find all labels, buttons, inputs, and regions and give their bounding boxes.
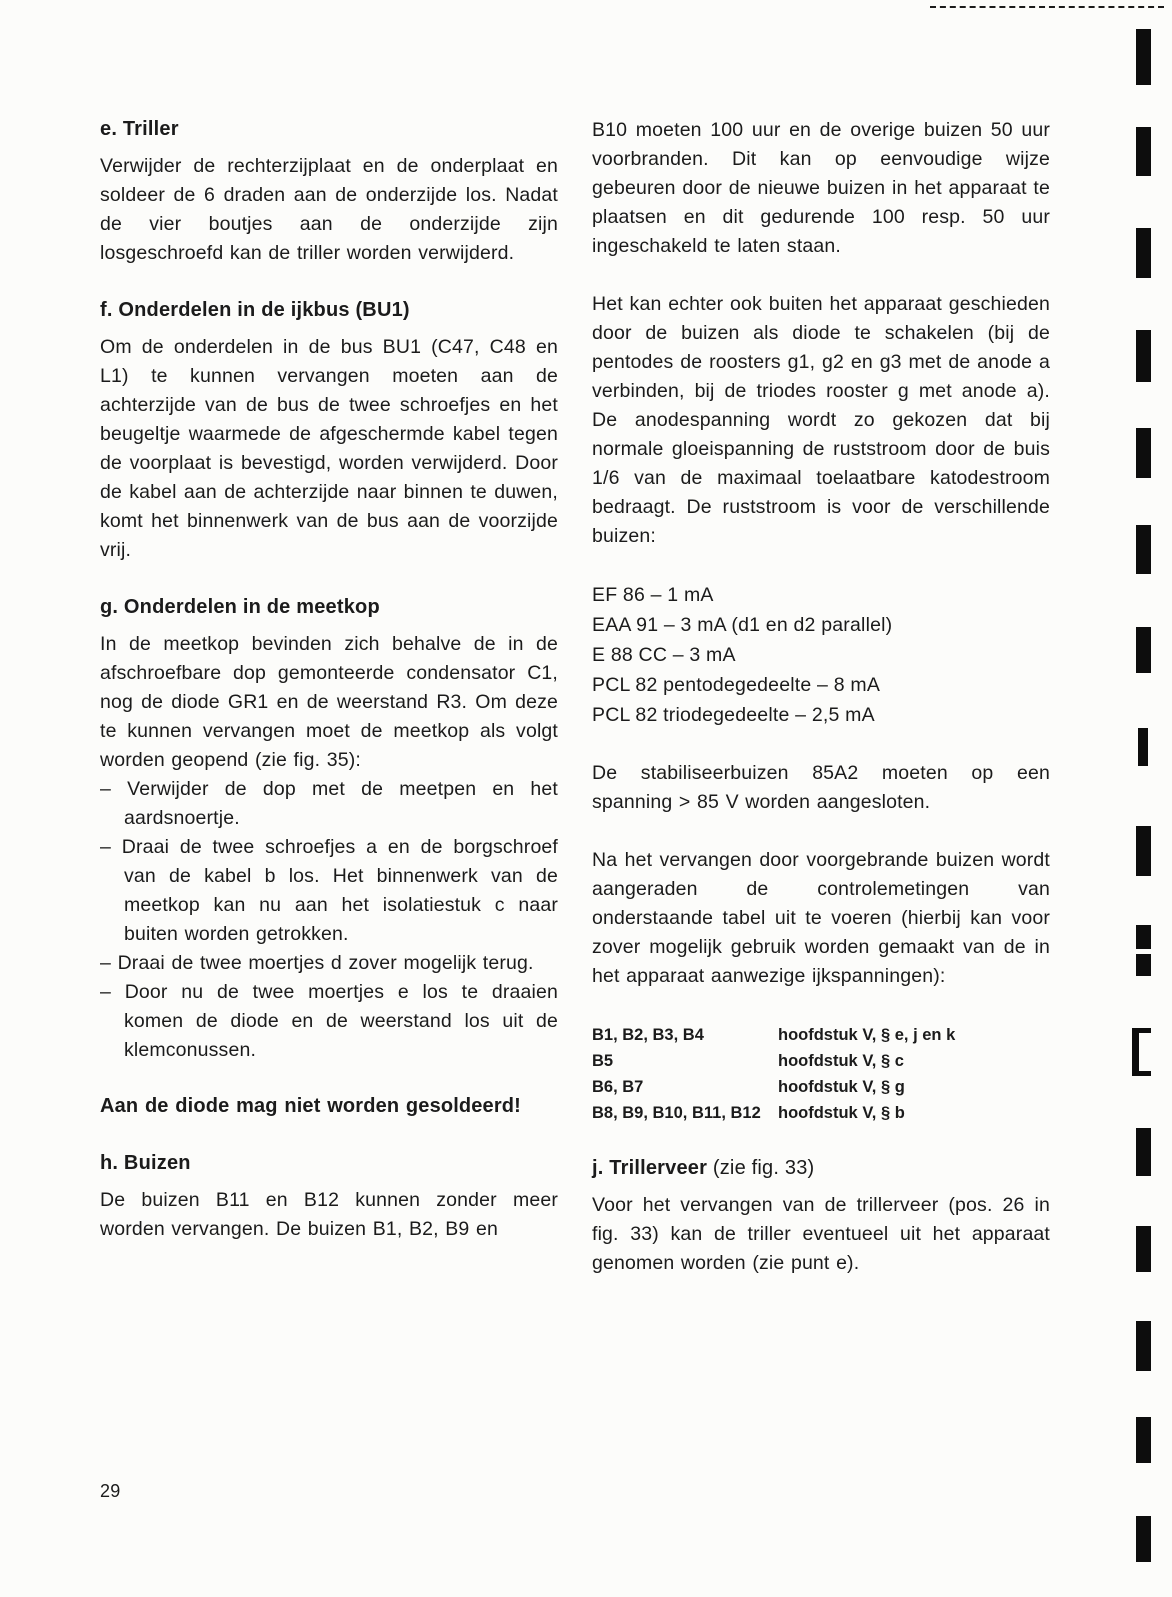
- section-heading-j-note: (zie fig. 33): [707, 1157, 815, 1179]
- table-row: [592, 1100, 1050, 1126]
- right-column: [592, 116, 1050, 1278]
- list-item: – Door nu de twee moertjes e los te draaien komen de diode en de weerstand los uit de klemconussen.: [100, 981, 558, 1061]
- section-j-paragraph: Voor het vervangen van de trillerveer (pos. 26 in fig. 33) kan de triller eventueel uit het apparaat genomen worden (zie punt e).: [592, 1194, 1050, 1274]
- section-g-paragraph: In de meetkop bevinden zich behalve de in de afschroefbare dop gemonteerde condensator C1, nog de diode GR1 en de weerstand R3. Om deze te kunnen vervangen moet de meetkop als volgt worden geopend (zie fig. 35):: [100, 633, 558, 771]
- registration-mark: [1136, 1321, 1151, 1371]
- section-heading-f: f. Onderdelen in de ijkbus (BU1): [100, 299, 410, 321]
- section-f-paragraph: Om de onderdelen in de bus BU1 (C47, C48 en L1) te kunnen vervangen moeten aan de achterzijde van de bus de twee schroefjes en het beugeltje waarmede de afgeschermde kabel tegen de voorplaat is bevestigd, worden verwijderd. Door de kabel aan de achterzijde naar binnen te duwen, komt het binnenwerk van de bus aan de voorzijde vrij.: [100, 336, 558, 561]
- table-row: [592, 1048, 1050, 1074]
- table-cell-reference: hoofdstuk V, § e, j en k: [778, 1026, 956, 1044]
- table-cell-tubes: B1, B2, B3, B4: [592, 1026, 704, 1044]
- registration-mark: [1136, 1128, 1151, 1176]
- section-heading-j-bold: j. Trillerveer: [592, 1157, 708, 1179]
- tube-line: EF 86 – 1 mA: [592, 584, 714, 606]
- dashed-rule: [930, 6, 1164, 8]
- list-item: – Verwijder de dop met de meetpen en het aardsnoertje.: [100, 778, 558, 829]
- registration-mark: [1136, 330, 1151, 382]
- section-h-paragraph: De buizen B11 en B12 kunnen zonder meer worden vervangen. De buizen B1, B2, B9 en: [100, 1189, 558, 1240]
- table-row: [592, 1022, 1050, 1048]
- section-e-paragraph: Verwijder de rechterzijplaat en de onderplaat en soldeer de 6 draden aan de onderzijde los. Nadat de vier boutjes aan de onderzijde zijn losgeschroefd kan de triller worden verwijderd.: [100, 155, 558, 264]
- warning-text: Aan de diode mag niet worden gesoldeerd!: [100, 1095, 521, 1117]
- table-cell-reference: hoofdstuk V, § g: [778, 1078, 905, 1096]
- registration-mark: [1136, 428, 1151, 478]
- registration-mark: [1136, 954, 1151, 976]
- registration-mark: [1136, 1226, 1151, 1272]
- tube-line: PCL 82 pentodegedeelte – 8 mA: [592, 674, 881, 696]
- list-item: – Draai de twee schroefjes a en de borgschroef van de kabel b los. Het binnenwerk van de meetkop kan nu aan het isolatiestuk c naar buiten worden getrokken.: [100, 836, 558, 945]
- registration-mark: [1136, 1516, 1151, 1562]
- registration-mark: [1136, 826, 1151, 876]
- table-cell-tubes: B8, B9, B10, B11, B12: [592, 1104, 761, 1122]
- tube-line: PCL 82 triodegedeelte – 2,5 mA: [592, 704, 875, 726]
- registration-mark: [1136, 1417, 1151, 1463]
- registration-mark: [1136, 627, 1151, 673]
- page-content: [100, 116, 1050, 1278]
- registration-mark: [1136, 228, 1151, 278]
- section-heading-e: e. Triller: [100, 118, 179, 140]
- table-cell-reference: hoofdstuk V, § c: [778, 1052, 904, 1070]
- list-item: – Draai de twee moertjes d zover mogelijk terug.: [100, 952, 534, 974]
- paragraph-voorbranden: B10 moeten 100 uur en de overige buizen 50 uur voorbranden. Dit kan op eenvoudige wijze gebeuren door de nieuwe buizen in het apparaat te plaatsen en dit gedurende 100 resp. 50 uur ingeschakeld te laten staan.: [592, 119, 1050, 257]
- registration-mark: [1136, 127, 1151, 176]
- section-heading-g: g. Onderdelen in de meetkop: [100, 596, 380, 618]
- tube-line: E 88 CC – 3 mA: [592, 644, 736, 666]
- reference-table: [592, 1022, 1050, 1126]
- registration-mark: [1136, 525, 1151, 574]
- left-column: [100, 116, 558, 1278]
- table-cell-tubes: B5: [592, 1052, 614, 1070]
- table-row: [592, 1074, 1050, 1100]
- registration-mark: [1138, 728, 1148, 766]
- paragraph-stabiliseerbuizen: De stabiliseerbuizen 85A2 moeten op een spanning > 85 V worden aangesloten.: [592, 762, 1050, 813]
- page-number: 29: [100, 1481, 121, 1501]
- section-heading-j: [592, 1155, 1050, 1182]
- table-cell-reference: hoofdstuk V, § b: [778, 1104, 905, 1122]
- section-heading-h: h. Buizen: [100, 1152, 191, 1174]
- registration-mark: [1136, 29, 1151, 85]
- paragraph-controlemetingen: Na het vervangen door voorgebrande buizen wordt aangeraden de controlemetingen van onderstaande tabel uit te voeren (hierbij kan voor zover mogelijk gebruik worden gemaakt van de in het apparaat aanwezige ijkspanningen):: [592, 849, 1050, 987]
- registration-mark: [1136, 925, 1151, 949]
- tube-line: EAA 91 – 3 mA (d1 en d2 parallel): [592, 614, 893, 636]
- table-cell-tubes: B6, B7: [592, 1078, 644, 1096]
- tube-current-list: [592, 580, 1050, 730]
- registration-mark: [1132, 1028, 1151, 1076]
- paragraph-diode-schakelen: Het kan echter ook buiten het apparaat geschieden door de buizen als diode te schakelen (bij de pentodes de roosters g1, g2 en g3 met de anode a verbinden, bij de triodes rooster g met anode a). De anodespanning wordt zo gekozen dat bij normale gloeispanning de ruststroom door de buis 1/6 van de maximaal toelaatbare katodestroom bedraagt. De ruststroom is voor de verschillende buizen:: [592, 293, 1050, 547]
